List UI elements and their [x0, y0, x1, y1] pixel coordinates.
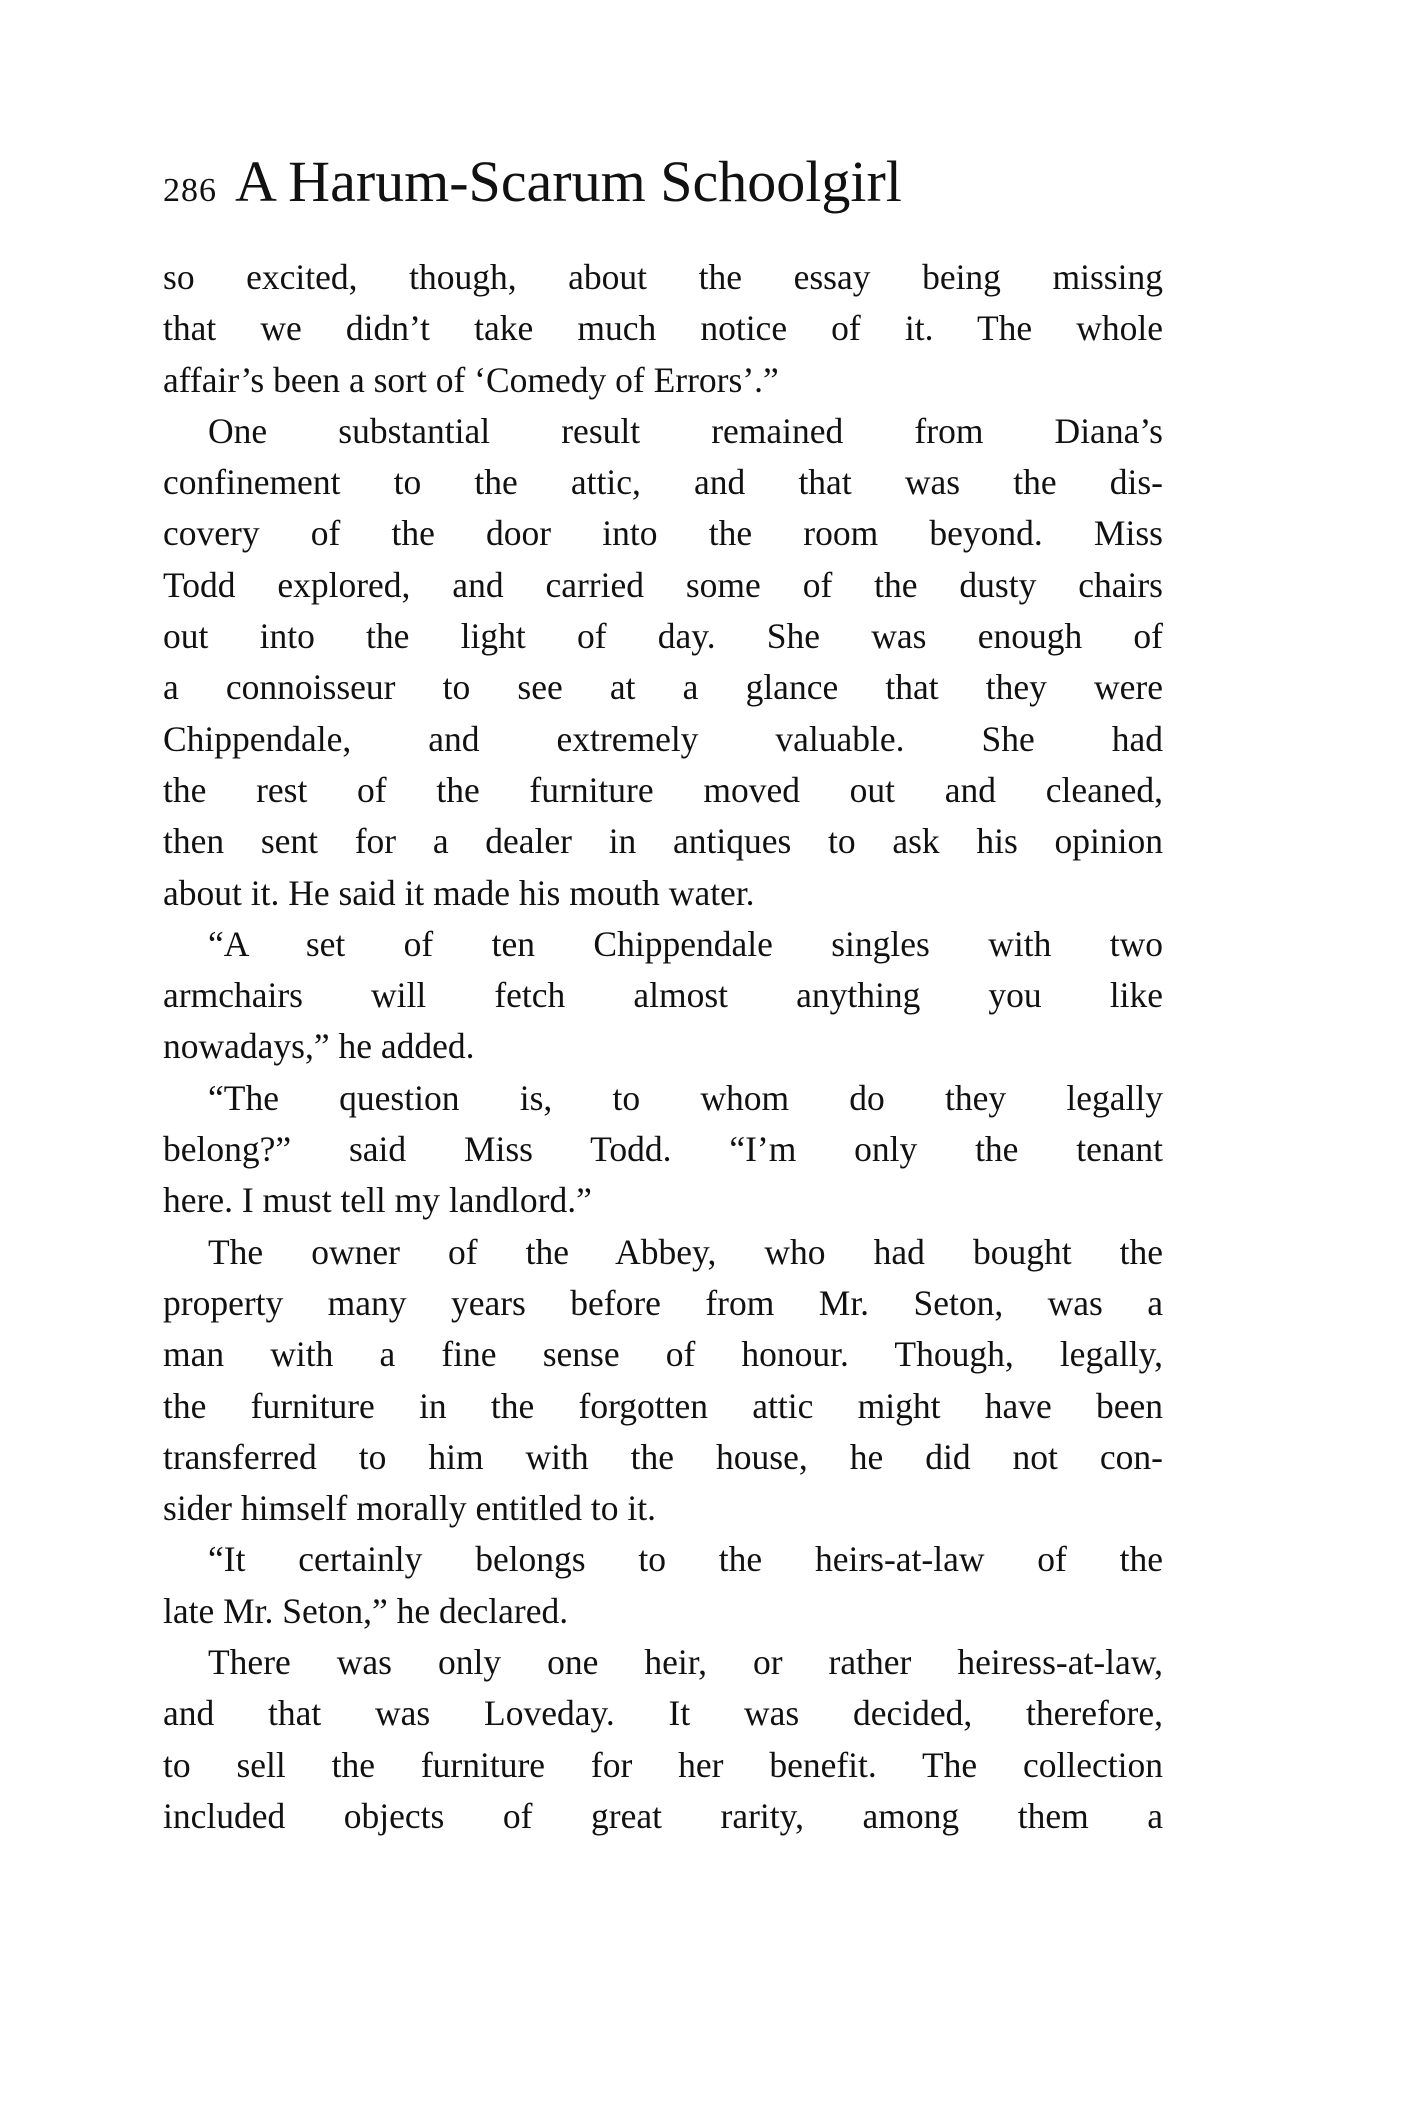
paragraph-start-line: There was only one heir, or rather heiress-at-law,: [208, 1642, 1163, 1683]
text-line: included objects of great rarity, among them a: [163, 1795, 1163, 1836]
paragraph-start-line: The owner of the Abbey, who had bought the: [208, 1231, 1163, 1272]
text-line: about it. He said it made his mouth water.: [163, 872, 755, 913]
text-line: affair’s been a sort of ‘Comedy of Errors’.”: [163, 359, 779, 400]
paragraph-start-line: One substantial result remained from Diana’s: [208, 410, 1163, 451]
text-line: and that was Loveday. It was decided, therefore,: [163, 1693, 1163, 1734]
text-line: the rest of the furniture moved out and cleaned,: [163, 769, 1163, 810]
text-line: man with a fine sense of honour. Though, legally,: [163, 1334, 1163, 1375]
text-line: Todd explored, and carried some of the dusty chairs: [163, 564, 1163, 605]
text-line: out into the light of day. She was enough of: [163, 616, 1163, 657]
text-line: belong?” said Miss Todd. “I’m only the tenant: [163, 1129, 1163, 1170]
text-line: Chippendale, and extremely valuable. She had: [163, 718, 1163, 759]
text-line: that we didn’t take much notice of it. The whole: [163, 308, 1163, 349]
text-line: nowadays,” he added.: [163, 1026, 475, 1067]
text-line: so excited, though, about the essay being missing: [163, 257, 1163, 297]
text-line: late Mr. Seton,” he declared.: [163, 1590, 569, 1631]
paragraph-start-line: “A set of ten Chippendale singles with two: [208, 923, 1163, 964]
text-line: sider himself morally entitled to it.: [163, 1488, 656, 1529]
page-number: 286: [163, 172, 217, 209]
paragraph-start-line: “The question is, to whom do they legally: [208, 1077, 1163, 1118]
text-line: confinement to the attic, and that was the dis-: [163, 462, 1163, 503]
text-line: the furniture in the forgotten attic might have been: [163, 1385, 1163, 1426]
text-line: armchairs will fetch almost anything you like: [163, 975, 1163, 1016]
page-header: [163, 148, 1163, 228]
text-line: covery of the door into the room beyond. Miss: [163, 513, 1163, 554]
body-text: [163, 252, 1163, 1842]
text-line: a connoisseur to see at a glance that they were: [163, 667, 1163, 708]
text-line: transferred to him with the house, he did not con-: [163, 1436, 1163, 1477]
text-line: then sent for a dealer in antiques to ask his opinion: [163, 821, 1163, 862]
running-title: A Harum-Scarum Schoolgirl: [235, 149, 902, 214]
text-line: to sell the furniture for her benefit. The collection: [163, 1744, 1163, 1785]
text-line: here. I must tell my landlord.”: [163, 1180, 592, 1221]
paragraph-start-line: “It certainly belongs to the heirs-at-law of the: [208, 1539, 1163, 1580]
text-line: property many years before from Mr. Seton, was a: [163, 1282, 1163, 1323]
